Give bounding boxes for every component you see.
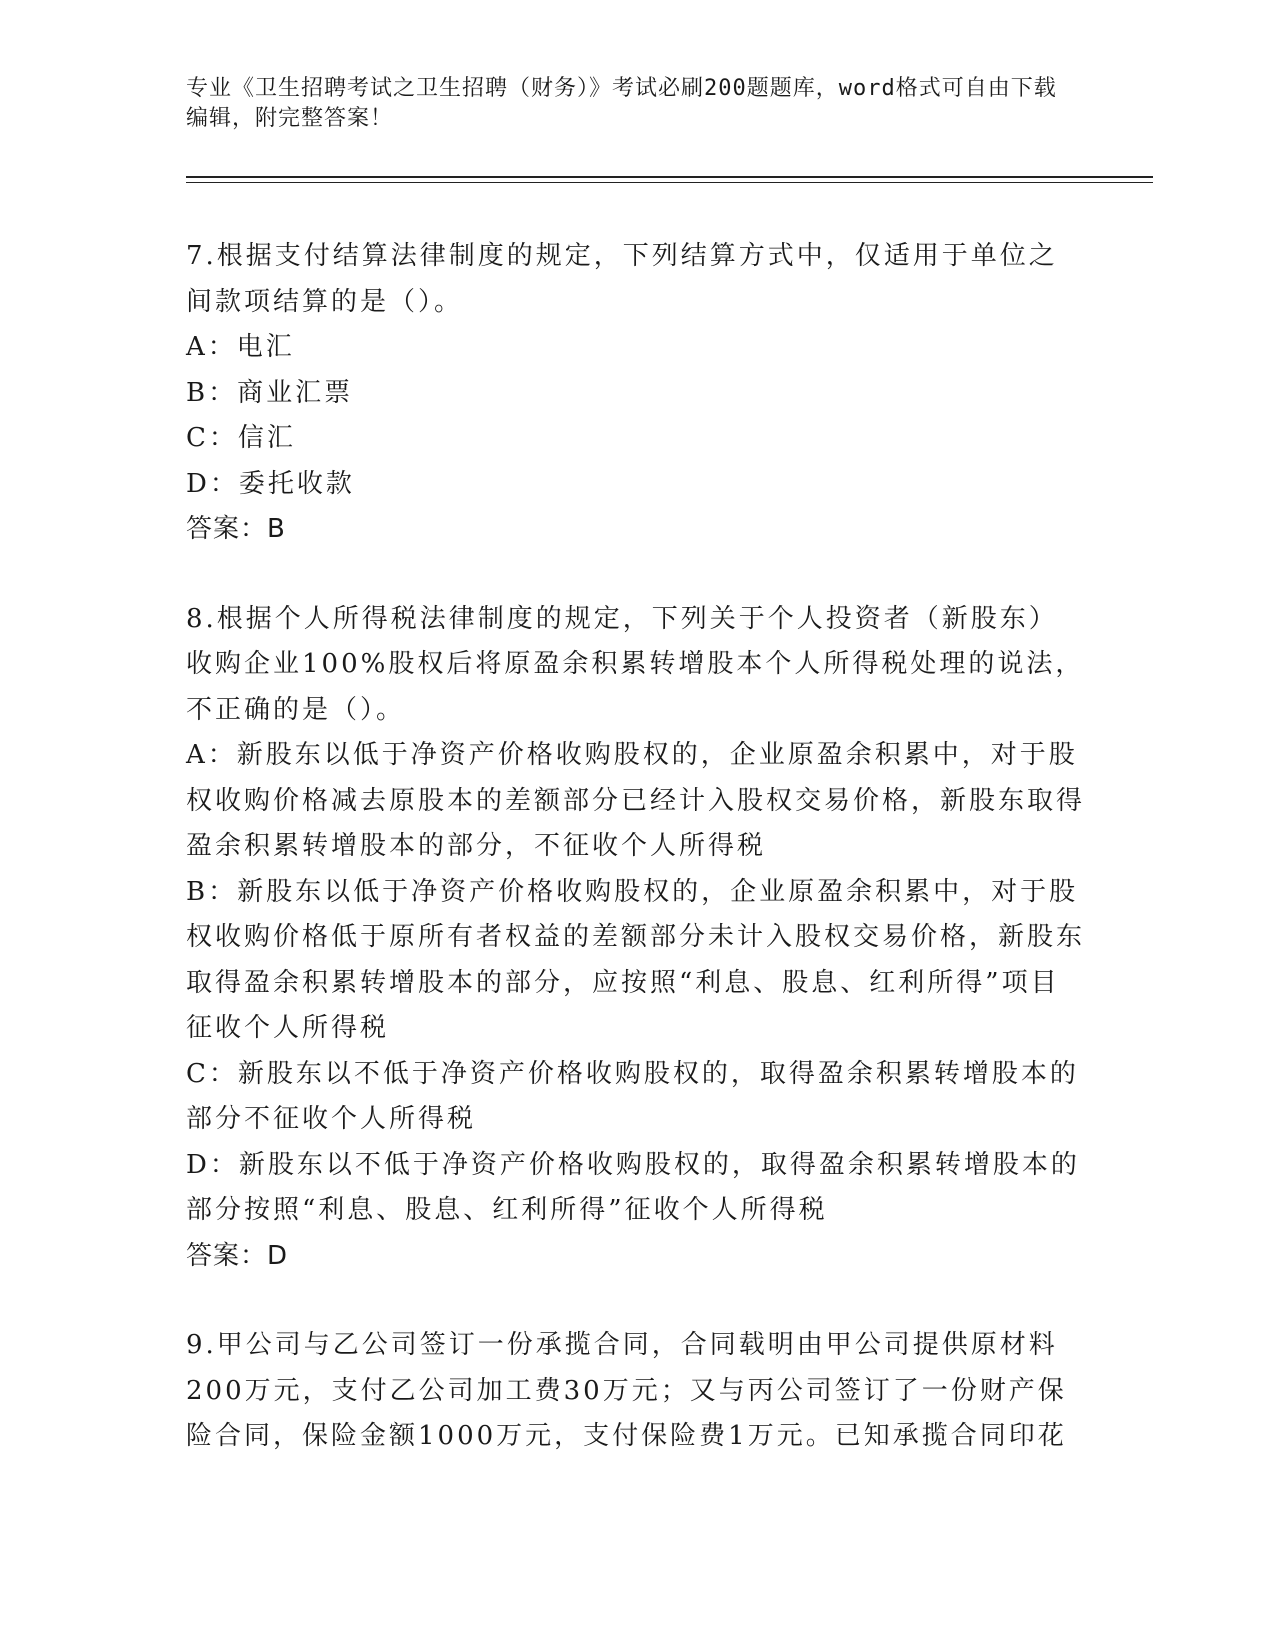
option-b: B：新股东以低于净资产价格收购股权的，企业原盈余积累中，对于股权收购价格低于原所有者权益的差额部分未计入股权交易价格，新股东取得盈余积累转增股本的部分，应按照“利息、股息、红利所得”项目征收个人所得税 (186, 876, 1086, 1043)
question-stem: 7.根据支付结算法律制度的规定，下列结算方式中，仅适用于单位之间款项结算的是（）。 (186, 241, 1058, 317)
question-list (186, 234, 1086, 1504)
question-9 (186, 1323, 1086, 1460)
question-8 (186, 597, 1086, 1280)
option-d: D：委托收款 (186, 468, 355, 499)
document-header (186, 74, 1066, 134)
option-c: C：新股东以不低于净资产价格收购股权的，取得盈余积累转增股本的部分不征收个人所得税 (186, 1058, 1079, 1134)
answer-text: 答案：D (186, 1240, 289, 1271)
answer-text: 答案：B (186, 514, 286, 544)
question-7 (186, 234, 1086, 553)
option-a: A：新股东以低于净资产价格收购股权的，企业原盈余积累中，对于股权收购价格减去原股本的差额部分已经计入股权交易价格，新股东取得盈余积累转增股本的部分，不征收个人所得税 (186, 740, 1086, 861)
option-d: D：新股东以不低于净资产价格收购股权的，取得盈余积累转增股本的部分按照“利息、股息、红利所得”征收个人所得税 (186, 1149, 1080, 1225)
option-b: B：商业汇票 (186, 377, 354, 408)
header-divider-thin (186, 182, 1153, 183)
question-stem: 9.甲公司与乙公司签订一份承揽合同，合同载明由甲公司提供原材料200万元，支付乙公司加工费30万元；又与丙公司签订了一份财产保险合同，保险金额1000万元，支付保险费1万元。已知承揽合同印花 (186, 1330, 1067, 1451)
option-c: C：信汇 (186, 423, 296, 453)
question-stem: 8.根据个人所得税法律制度的规定，下列关于个人投资者（新股东）收购企业100%股权后将原盈余积累转增股本个人所得税处理的说法，不正确的是（）。 (186, 603, 1085, 725)
header-title: 专业《卫生招聘考试之卫生招聘（财务）》考试必刷200题题库，word格式可自由下载编辑，附完整答案！ (186, 76, 1057, 131)
header-divider (186, 176, 1153, 178)
option-a: A：电汇 (186, 332, 295, 362)
